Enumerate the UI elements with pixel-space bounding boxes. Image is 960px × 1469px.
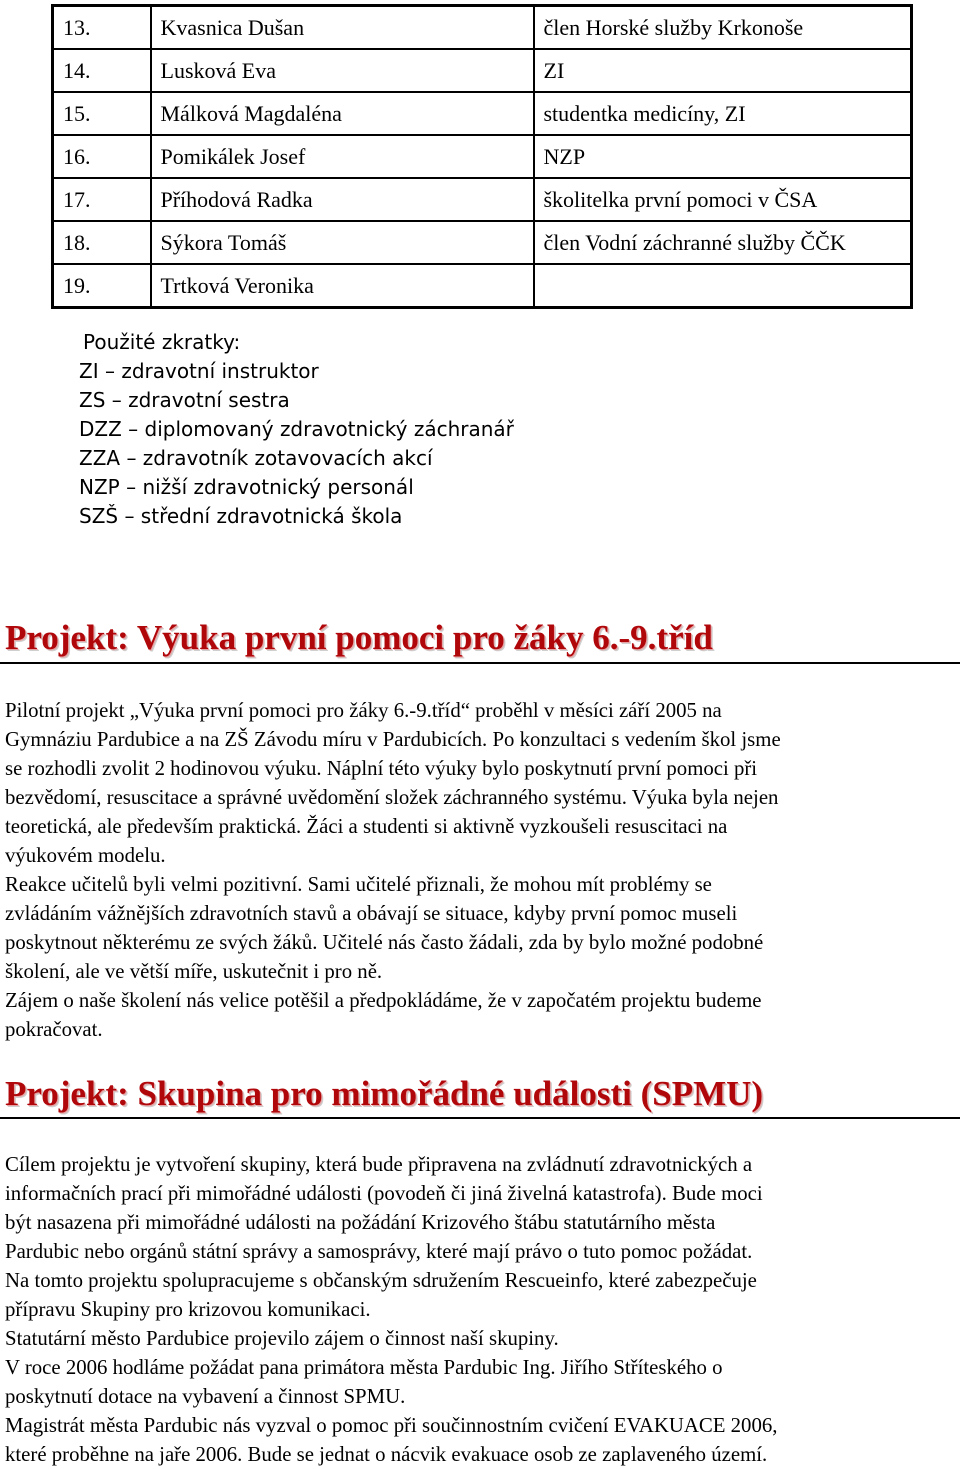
abbreviation-item: ZZA – zdravotník zotavovacích akcí <box>79 446 433 470</box>
text-line: Pardubic nebo orgánů státní správy a samosprávy, které mají právo o tuto pomoc požádat. <box>5 1240 753 1263</box>
text-line: Gymnáziu Pardubice a na ZŠ Závodu míru v Pardubicích. Po konzultaci s vedením škol jsme <box>5 728 781 751</box>
abbreviation-item: NZP – nižší zdravotnický personál <box>79 475 414 499</box>
section-body-spmu <box>5 1150 955 1469</box>
member-role: ZI <box>534 49 912 92</box>
member-number: 19. <box>53 264 151 308</box>
abbreviations-list <box>79 328 779 531</box>
member-role: NZP <box>534 135 912 178</box>
section-heading-spmu: Projekt: Skupina pro mimořádné události (SPMU) <box>5 1074 764 1113</box>
member-number: 17. <box>53 178 151 221</box>
section-heading-first-aid: Projekt: Výuka první pomoci pro žáky 6.-9.tříd <box>5 618 713 657</box>
section-body-first-aid <box>5 696 955 1044</box>
text-line: informačních prací při mimořádné události (povodeň či jiná živelná katastrofa). Bude moci <box>5 1182 763 1205</box>
abbreviation-item: SZŠ – střední zdravotnická škola <box>79 504 403 528</box>
table-row <box>53 92 912 135</box>
member-name: Kvasnica Dušan <box>151 6 534 50</box>
text-line: Reakce učitelů byli velmi pozitivní. Sami učitelé přiznali, že mohou mít problémy se <box>5 873 712 896</box>
text-line: teoretická, ale především praktická. Žáci a studenti si aktivně vyzkoušeli resuscitaci na <box>5 815 728 838</box>
text-line: přípravu Skupiny pro krizovou komunikaci. <box>5 1298 371 1321</box>
member-number: 15. <box>53 92 151 135</box>
text-line: Cílem projektu je vytvoření skupiny, která bude připravena na zvládnutí zdravotnických a <box>5 1153 753 1176</box>
member-name: Trtková Veronika <box>151 264 534 308</box>
member-name: Málková Magdaléna <box>151 92 534 135</box>
section-divider <box>0 662 960 664</box>
member-number: 13. <box>53 6 151 50</box>
member-number: 14. <box>53 49 151 92</box>
member-number: 18. <box>53 221 151 264</box>
member-role <box>534 264 912 308</box>
text-line: pokračovat. <box>5 1018 103 1041</box>
text-line: Zájem o naše školení nás velice potěšil a předpokládáme, že v započatém projektu budeme <box>5 989 762 1012</box>
table-row <box>53 178 912 221</box>
section-divider <box>0 1117 960 1119</box>
text-line: zvládáním vážnějších zdravotních stavů a obávají se situace, kdyby první pomoc museli <box>5 902 738 925</box>
text-line: bezvědomí, resuscitace a správné uvědomění složek záchranného systému. Výuka byla nejen <box>5 786 779 809</box>
text-line: poskytnout některému ze svých žáků. Učitelé nás často žádali, zda by bylo možné podobné <box>5 931 764 954</box>
members-table-body <box>53 6 912 308</box>
text-line: Na tomto projektu spolupracujeme s občanským sdružením Rescueinfo, které zabezpečuje <box>5 1269 757 1292</box>
abbreviations-heading: Použité zkratky: <box>83 330 241 354</box>
text-line: se rozhodli zvolit 2 hodinovou výuku. Náplní této výuky bylo poskytnutí první pomoci při <box>5 757 758 780</box>
table-row <box>53 135 912 178</box>
member-role: studentka medicíny, ZI <box>534 92 912 135</box>
text-line: výukovém modelu. <box>5 844 166 867</box>
text-line: Statutární město Pardubice projevilo zájem o činnost naší skupiny. <box>5 1327 559 1350</box>
text-line: které proběhne na jaře 2006. Bude se jednat o nácvik evakuace osob ze zaplaveného území. <box>5 1443 768 1466</box>
member-name: Sýkora Tomáš <box>151 221 534 264</box>
text-line: školení, ale ve větší míře, uskutečnit i pro ně. <box>5 960 383 983</box>
table-row <box>53 221 912 264</box>
member-role: školitelka první pomoci v ČSA <box>534 178 912 221</box>
abbreviation-item: DZZ – diplomovaný zdravotnický záchranář <box>79 417 514 441</box>
table-row <box>53 49 912 92</box>
member-name: Příhodová Radka <box>151 178 534 221</box>
member-name: Lusková Eva <box>151 49 534 92</box>
table-row <box>53 6 912 50</box>
text-line: být nasazena při mimořádné události na požádání Krizového štábu statutárního města <box>5 1211 716 1234</box>
text-line: poskytnutí dotace na vybavení a činnost SPMU. <box>5 1385 406 1408</box>
abbreviation-item: ZS – zdravotní sestra <box>79 388 290 412</box>
member-number: 16. <box>53 135 151 178</box>
member-role: člen Horské služby Krkonoše <box>534 6 912 50</box>
member-name: Pomikálek Josef <box>151 135 534 178</box>
text-line: V roce 2006 hodláme požádat pana primátora města Pardubic Ing. Jiřího Stříteského o <box>5 1356 723 1379</box>
members-table <box>51 4 913 309</box>
member-role: člen Vodní záchranné služby ČČK <box>534 221 912 264</box>
text-line: Magistrát města Pardubic nás vyzval o pomoc při součinnostním cvičení EVAKUACE 2006, <box>5 1414 778 1437</box>
abbreviation-item: ZI – zdravotní instruktor <box>79 359 319 383</box>
text-line: Pilotní projekt „Výuka první pomoci pro žáky 6.-9.tříd“ proběhl v měsíci září 2005 na <box>5 699 722 722</box>
table-row <box>53 264 912 308</box>
